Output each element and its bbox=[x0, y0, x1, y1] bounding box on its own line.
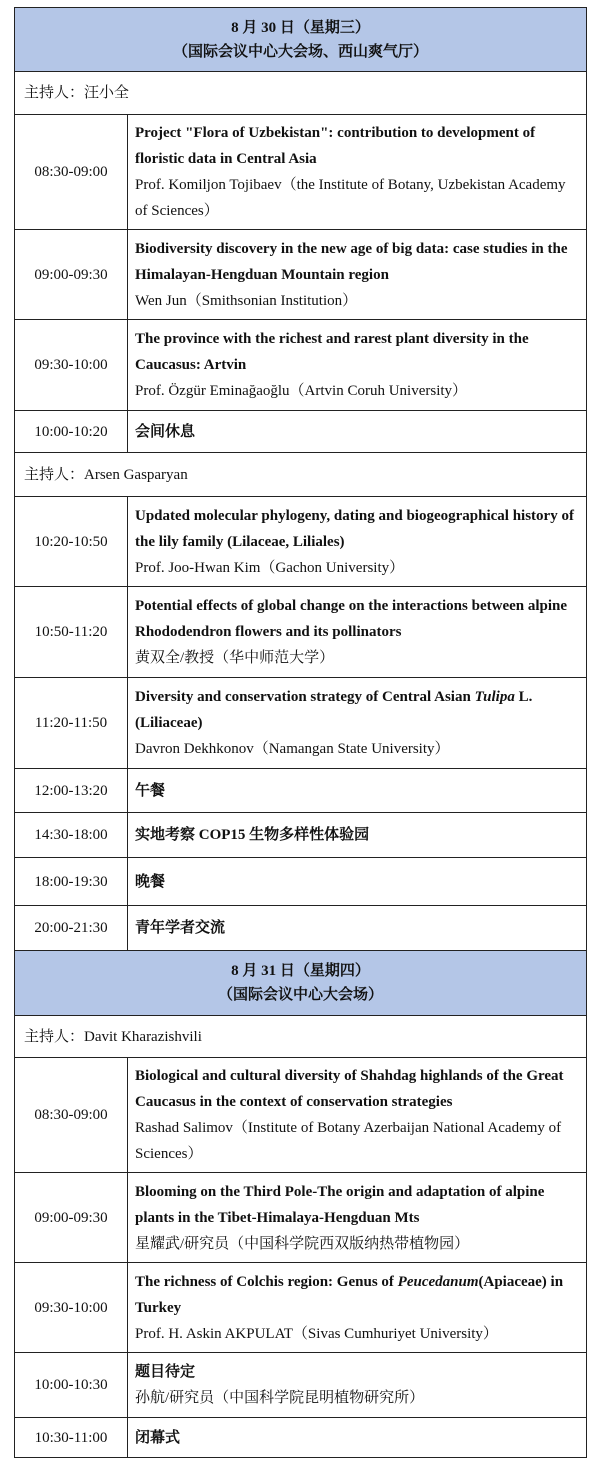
talk-cell bbox=[128, 497, 587, 587]
event-label: 闭幕式 bbox=[128, 1418, 587, 1458]
break-time: 10:00-10:20 bbox=[15, 411, 128, 453]
event-row bbox=[15, 858, 587, 906]
talk-title: Blooming on the Third Pole-The origin and adaptation of alpine plants in the Tibet-Himalaya-Hengduan Mts bbox=[135, 1183, 545, 1226]
title-text: Diversity and conservation strategy of Central Asian bbox=[135, 689, 475, 705]
talk-time: 08:30-09:00 bbox=[15, 115, 128, 230]
talk-title: 题目待定 bbox=[135, 1364, 196, 1380]
session-host-row bbox=[15, 1016, 587, 1058]
talk-title: Biological and cultural diversity of Shahdag highlands of the Great Caucasus in the context of conservation strategies bbox=[135, 1068, 564, 1110]
talk-speaker: Wen Jun（Smithsonian Institution） bbox=[135, 292, 358, 309]
talk-cell bbox=[128, 230, 587, 320]
event-row bbox=[15, 1418, 587, 1458]
talk-cell bbox=[128, 1173, 587, 1263]
talk-row bbox=[15, 1353, 587, 1418]
talk-time: 10:20-10:50 bbox=[15, 497, 128, 587]
talk-row bbox=[15, 497, 587, 587]
talk-row bbox=[15, 587, 587, 678]
talk-cell bbox=[128, 1263, 587, 1353]
talk-time: 09:00-09:30 bbox=[15, 1173, 128, 1263]
talk-speaker: 黄双全/教授（华中师范大学） bbox=[135, 650, 335, 666]
talk-cell bbox=[128, 1353, 587, 1418]
session-host-row bbox=[15, 453, 587, 497]
talk-speaker: Prof. Özgür Eminağaoğlu（Artvin Coruh University） bbox=[135, 383, 468, 399]
talk-cell bbox=[128, 587, 587, 678]
event-time: 12:00-13:20 bbox=[15, 769, 128, 813]
session-host: 主持人：Davit Kharazishvili bbox=[15, 1016, 587, 1058]
schedule-table bbox=[14, 7, 587, 1458]
event-time: 18:00-19:30 bbox=[15, 858, 128, 906]
talk-cell bbox=[128, 320, 587, 411]
talk-cell bbox=[128, 1058, 587, 1173]
day-header bbox=[15, 951, 587, 1016]
talk-speaker: Prof. H. Askin AKPULAT（Sivas Cumhuriyet University） bbox=[135, 1325, 498, 1342]
talk-speaker: Prof. Komiljon Tojibaev（the Institute of Botany, Uzbekistan Academy of Sciences） bbox=[135, 177, 566, 219]
talk-speaker: Davron Dekhkonov（Namangan State University） bbox=[135, 741, 450, 757]
talk-row bbox=[15, 1058, 587, 1173]
talk-title bbox=[135, 1269, 579, 1321]
talk-row bbox=[15, 320, 587, 411]
day-venue: （国际会议中心大会场） bbox=[217, 987, 383, 1003]
event-row bbox=[15, 906, 587, 951]
talk-title: Updated molecular phylogeny, dating and biogeographical history of the lily family (Lilaceae, Liliales) bbox=[135, 507, 574, 550]
day-date: 8 月 31 日（星期四） bbox=[231, 963, 370, 979]
title-text: (Apiaceae) in Turkey bbox=[135, 1273, 564, 1316]
break-row bbox=[15, 411, 587, 453]
session-host-row bbox=[15, 72, 587, 115]
talk-row bbox=[15, 1173, 587, 1263]
title-text: L. (Liliaceae) bbox=[135, 689, 533, 731]
session-host: 主持人：Arsen Gasparyan bbox=[15, 453, 587, 497]
event-time: 14:30-18:00 bbox=[15, 813, 128, 858]
genus-name: Peucedanum bbox=[397, 1273, 479, 1290]
talk-title: The province with the richest and rarest plant diversity in the Caucasus: Artvin bbox=[135, 331, 529, 373]
talk-speaker: 星耀武/研究员（中国科学院西双版纳热带植物园） bbox=[135, 1235, 470, 1252]
title-text: The richness of Colchis region: Genus of bbox=[135, 1273, 398, 1290]
day-date: 8 月 30 日（星期三） bbox=[231, 19, 370, 36]
event-label: 午餐 bbox=[128, 769, 587, 813]
event-row bbox=[15, 813, 587, 858]
day-header bbox=[15, 8, 587, 72]
event-label: 青年学者交流 bbox=[128, 906, 587, 951]
event-label: 晚餐 bbox=[128, 858, 587, 906]
talk-title bbox=[135, 684, 579, 736]
break-label: 会间休息 bbox=[128, 411, 587, 453]
event-label: 实地考察 COP15 生物多样性体验园 bbox=[128, 813, 587, 858]
talk-row bbox=[15, 1263, 587, 1353]
day-header-cell bbox=[15, 951, 587, 1016]
day-venue: （国际会议中心大会场、西山爽气厅） bbox=[172, 43, 428, 60]
event-time: 10:30-11:00 bbox=[15, 1418, 128, 1458]
talk-title: Potential effects of global change on the interactions between alpine Rhododendron flowers and its pollinators bbox=[135, 598, 568, 640]
talk-title: Project "Flora of Uzbekistan": contribution to development of floristic data in Central Asia bbox=[135, 125, 536, 167]
talk-time: 10:50-11:20 bbox=[15, 587, 128, 678]
genus-name: Tulipa bbox=[474, 689, 515, 705]
talk-speaker: 孙航/研究员（中国科学院昆明植物研究所） bbox=[135, 1390, 425, 1406]
event-row bbox=[15, 769, 587, 813]
talk-row bbox=[15, 230, 587, 320]
talk-row bbox=[15, 115, 587, 230]
talk-cell bbox=[128, 115, 587, 230]
talk-speaker: Prof. Joo-Hwan Kim（Gachon University） bbox=[135, 559, 405, 576]
day-header-cell bbox=[15, 8, 587, 72]
talk-time: 09:30-10:00 bbox=[15, 320, 128, 411]
talk-time: 11:20-11:50 bbox=[15, 678, 128, 769]
session-host: 主持人：汪小全 bbox=[15, 72, 587, 115]
talk-time: 08:30-09:00 bbox=[15, 1058, 128, 1173]
talk-row bbox=[15, 678, 587, 769]
talk-time: 09:30-10:00 bbox=[15, 1263, 128, 1353]
event-time: 20:00-21:30 bbox=[15, 906, 128, 951]
talk-time: 09:00-09:30 bbox=[15, 230, 128, 320]
talk-time: 10:00-10:30 bbox=[15, 1353, 128, 1418]
talk-speaker: Rashad Salimov（Institute of Botany Azerbaijan National Academy of Sciences） bbox=[135, 1120, 562, 1162]
talk-title: Biodiversity discovery in the new age of big data: case studies in the Himalayan-Hengduan Mountain region bbox=[135, 240, 568, 283]
talk-cell bbox=[128, 678, 587, 769]
